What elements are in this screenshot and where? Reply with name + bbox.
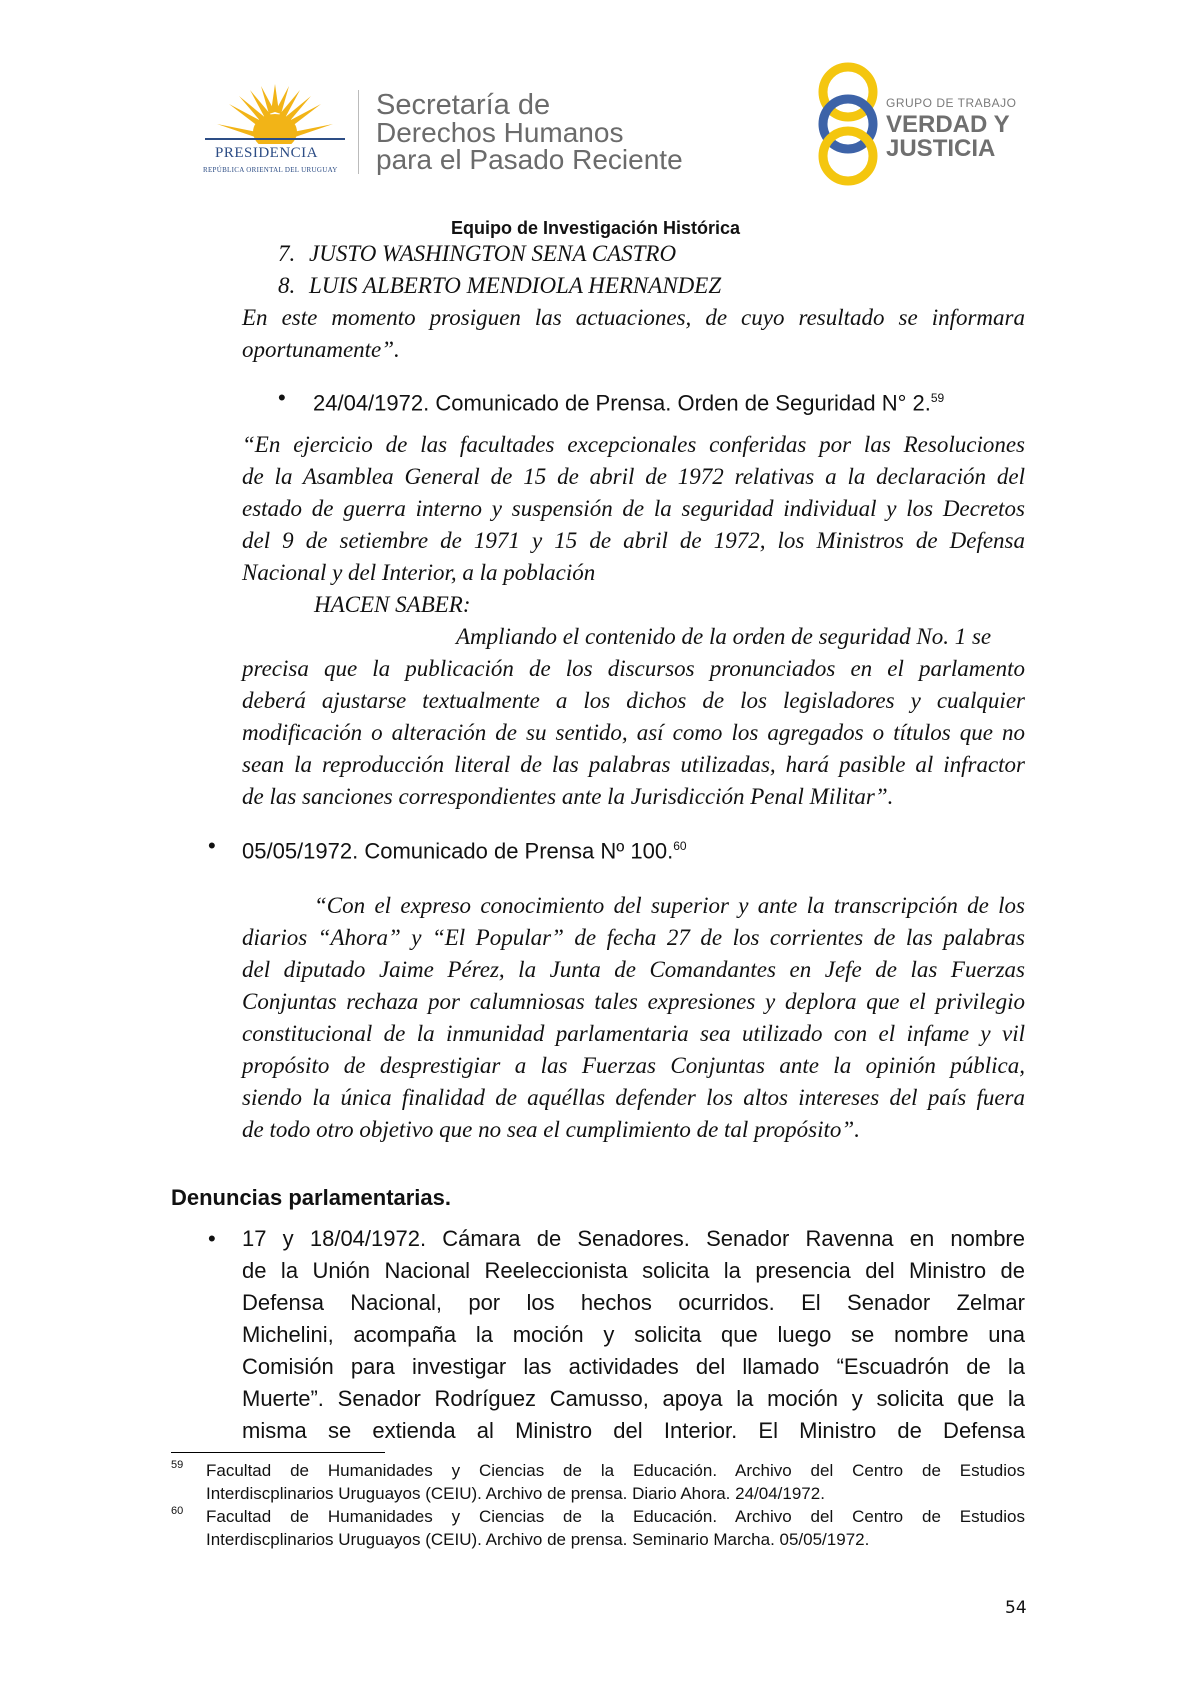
page-number: 54 xyxy=(1005,1598,1027,1618)
footnote-separator xyxy=(171,1452,385,1453)
quote-line: de la Asamblea General de 15 de abril de 1972 relativas a la declaración del xyxy=(242,464,1025,489)
paragraph-line: En este momento prosiguen las actuaciones, de cuyo resultado se informara xyxy=(242,305,1025,330)
quote-line: “En ejercicio de las facultades excepcionales conferidas por las Resoluciones xyxy=(242,432,1025,457)
footnote-number: 60 xyxy=(171,1505,184,1517)
quote-line: deberá ajustarse textualmente a los dichos de los legisladores y cualquier xyxy=(242,688,1025,713)
verdad-justicia-logo xyxy=(812,62,1032,187)
list-item xyxy=(278,238,676,270)
quote-block xyxy=(242,429,1025,813)
bullet-line: misma se extienda al Ministro del Interior. El Ministro de Defensa xyxy=(242,1418,1025,1443)
bullet-item xyxy=(242,830,687,867)
footnote-line: Interdiscplinarios Uruguayos (CEIU). Archivo de prensa. Seminario Marcha. 05/05/1972. xyxy=(206,1530,870,1549)
quote-line: del diputado Jaime Pérez, la Junta de Comandantes en Jefe de las Fuerzas xyxy=(242,957,1025,982)
footnote xyxy=(206,1459,1025,1505)
bullet-icon: • xyxy=(208,833,216,858)
secretaria-line3: para el Pasado Reciente xyxy=(376,144,683,175)
footnote-line: Facultad de Humanidades y Ciencias de la Educación. Archivo del Centro de Estudios xyxy=(206,1461,1025,1480)
secretaria-line2: Derechos Humanos xyxy=(376,117,624,148)
quote-line: Nacional y del Interior, a la población xyxy=(242,560,596,585)
bullet-line: Muerte”. Senador Rodríguez Camusso, apoya la moción y solicita que la xyxy=(242,1386,1025,1411)
bullet-text: 05/05/1972. Comunicado de Prensa Nº 100. xyxy=(242,838,674,864)
grupo-line2: VERDAD Y xyxy=(886,111,1010,138)
quote-line: Conjuntas rechaza por calumniosas tales expresiones y deplora que el privilegio xyxy=(242,989,1025,1014)
grupo-line3: JUSTICIA xyxy=(886,135,996,162)
footnote-ref: 60 xyxy=(673,839,687,853)
section-heading: Denuncias parlamentarias. xyxy=(171,1185,452,1210)
bullet-line: Defensa Nacional, por los hechos ocurridos. El Senador Zelmar xyxy=(242,1290,1025,1315)
quote-line: de las sanciones correspondientes ante la Jurisdicción Penal Militar”. xyxy=(242,784,894,809)
quote-hacen-saber: HACEN SABER: xyxy=(314,592,471,617)
footnote-ref: 59 xyxy=(930,391,945,405)
bullet-icon: • xyxy=(208,1226,216,1251)
quote-line: sean la reproducción literal de las palabras utilizadas, hará pasible al infractor xyxy=(242,752,1025,777)
team-title: Equipo de Investigación Histórica xyxy=(450,218,741,238)
quote-line: constitucional de la inmunidad parlamentaria sea utilizado con el infame y vil xyxy=(242,1021,1025,1046)
quote-line: diarios “Ahora” y “El Popular” de fecha 27 de los corrientes de las palabras xyxy=(242,925,1025,950)
quote-line: modificación o alteración de su sentido, así como los agregados o títulos que no xyxy=(242,720,1025,745)
secretaria-title xyxy=(376,89,683,175)
footnote xyxy=(206,1505,1025,1551)
quote-block xyxy=(242,890,1025,1146)
list-item xyxy=(278,270,721,302)
quote-line: de todo otro objetivo que no sea el cumplimiento de tal propósito”. xyxy=(242,1117,860,1142)
list-item-number: 7. xyxy=(278,241,296,266)
secretaria-line1: Secretaría de xyxy=(376,89,551,121)
presidencia-wordmark: PRESIDENCIA xyxy=(215,145,319,161)
quote-line: del 9 de setiembre de 1971 y 15 de abril de 1972, los Ministros de Defensa xyxy=(242,528,1025,553)
list-item-number: 8. xyxy=(278,273,296,298)
presidencia-subtitle: REPÚBLICA ORIENTAL DEL URUGUAY xyxy=(203,166,338,174)
bullet-item xyxy=(313,382,944,419)
quote-line: precisa que la publicación de los discursos pronunciados en el parlamento xyxy=(242,656,1025,681)
bullet-line: Comisión para investigar las actividades del llamado “Escuadrón de la xyxy=(242,1354,1025,1379)
sun-icon xyxy=(195,82,355,144)
rings-icon xyxy=(812,62,884,187)
presidencia-logo xyxy=(195,82,355,174)
paragraph-line: oportunamente”. xyxy=(242,337,400,362)
bullet-line: 17 y 18/04/1972. Cámara de Senadores. Senador Ravenna en nombre xyxy=(242,1226,1025,1251)
quote-line: siendo la única finalidad de aquéllas defender los altos intereses del país fuera xyxy=(242,1085,1025,1110)
list-item-text: LUIS ALBERTO MENDIOLA HERNANDEZ xyxy=(309,273,722,298)
bullet-item xyxy=(242,1223,1025,1447)
footnote-line: Facultad de Humanidades y Ciencias de la Educación. Archivo del Centro de Estudios xyxy=(206,1507,1025,1526)
grupo-line1: GRUPO DE TRABAJO xyxy=(886,96,1017,110)
quote-line: propósito de desprestigiar a las Fuerzas Conjuntas ante la opinión pública, xyxy=(242,1053,1025,1078)
header-divider xyxy=(358,90,359,174)
footnote-line: Interdiscplinarios Uruguayos (CEIU). Archivo de prensa. Diario Ahora. 24/04/1972. xyxy=(206,1484,825,1503)
list-item-text: JUSTO WASHINGTON SENA CASTRO xyxy=(309,241,677,266)
quote-line: Ampliando el contenido de la orden de seguridad No. 1 se xyxy=(456,624,992,649)
quote-line: estado de guerra interno y suspensión de la seguridad individual y los Decretos xyxy=(242,496,1025,521)
quote-line: “Con el expreso conocimiento del superior y ante la transcripción de los xyxy=(314,893,1025,918)
bullet-text: 24/04/1972. Comunicado de Prensa. Orden de Seguridad N° 2. xyxy=(313,390,931,416)
footnote-number: 59 xyxy=(171,1459,184,1471)
bullet-line: de la Unión Nacional Reeleccionista solicita la presencia del Ministro de xyxy=(242,1258,1025,1283)
bullet-icon: • xyxy=(278,385,286,410)
bullet-line: Michelini, acompaña la moción y solicita que luego se nombre una xyxy=(242,1322,1025,1347)
